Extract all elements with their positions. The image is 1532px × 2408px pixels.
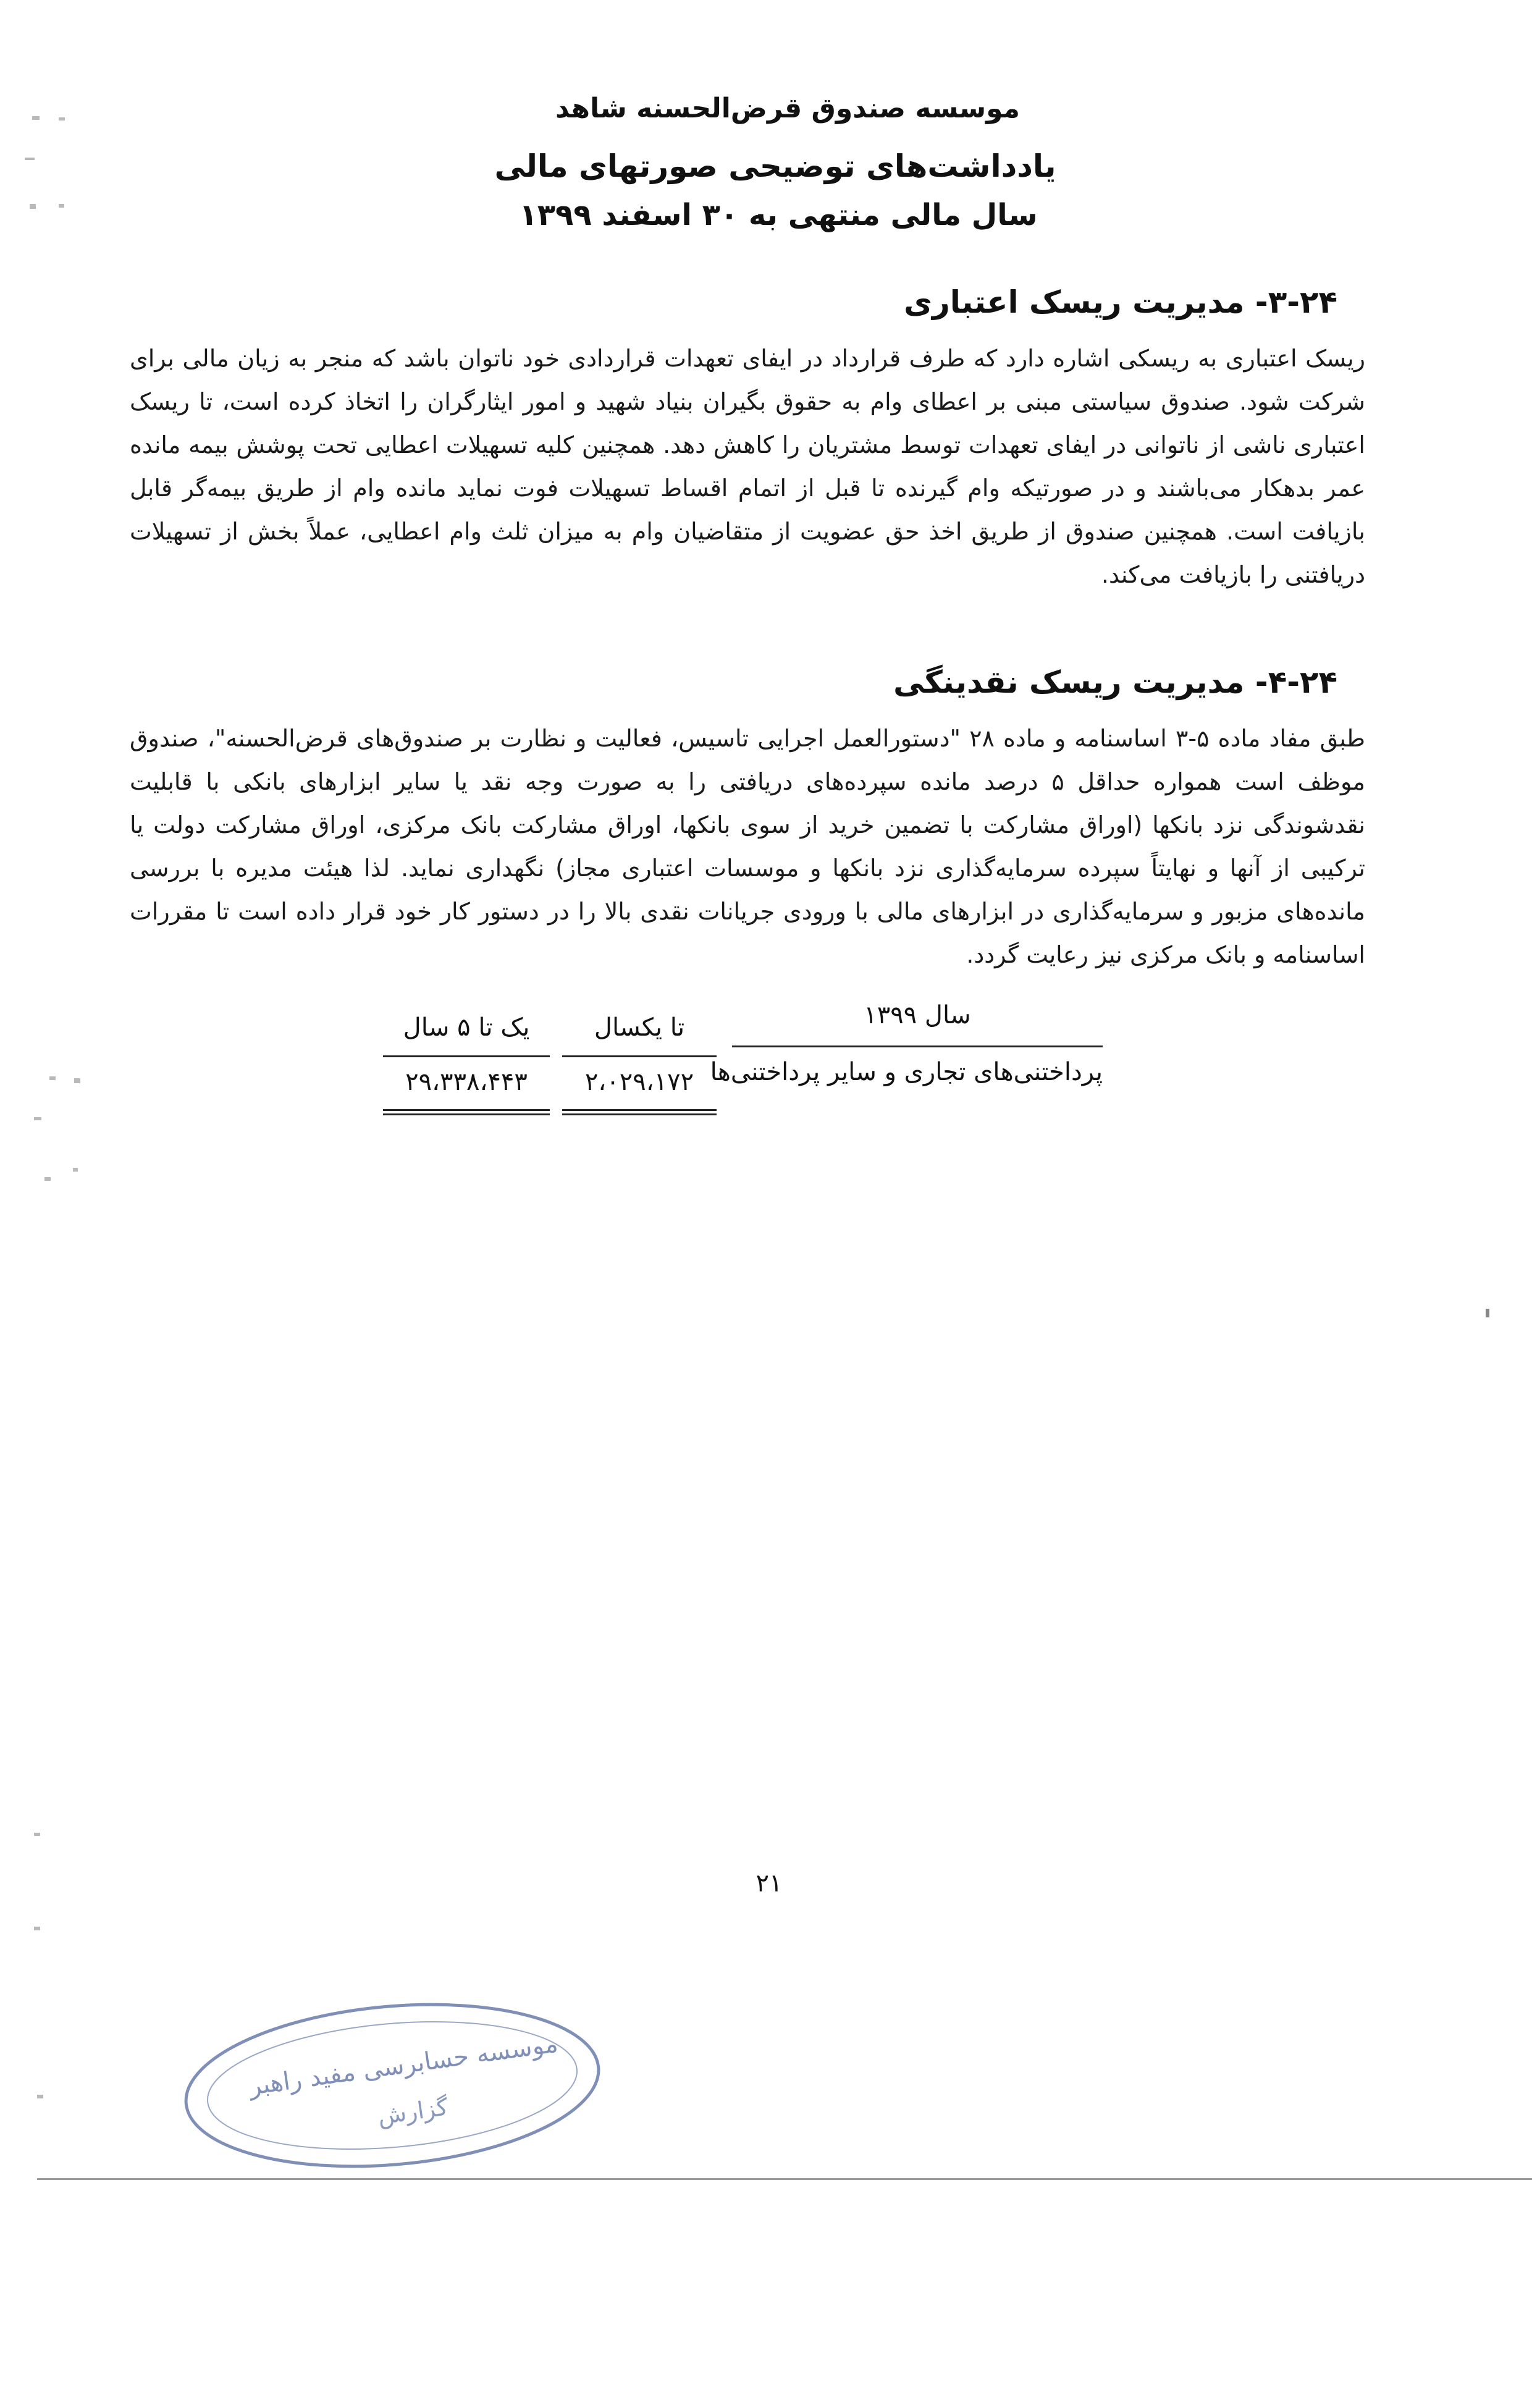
- table-cell-one-to-five-years: ۲۹،۳۳۸،۴۴۳: [405, 1068, 528, 1096]
- table-header-rule-one-to-five: [383, 1055, 550, 1057]
- table-header-rule-year: [732, 1046, 1103, 1047]
- stamp-text-firm: موسسه حسابرسی مفید راهبر: [247, 2029, 560, 2101]
- stamp-text-report: گزارش: [376, 2093, 450, 2130]
- table-total-rule-one-to-five: [383, 1109, 550, 1115]
- table-header-one-to-five-years: یک تا ۵ سال: [403, 1013, 530, 1042]
- table-cell-up-to-one-year: ۲،۰۲۹،۱۷۲: [584, 1068, 694, 1096]
- audit-stamp: [176, 1996, 608, 2175]
- fiscal-period: سال مالی منتهی به ۳۰ اسفند ۱۳۹۹: [519, 198, 1038, 232]
- page-number: ۲۱: [755, 1869, 783, 1898]
- organization-name: موسسه صندوق قرض‌الحسنه شاهد: [555, 93, 1020, 124]
- table-total-rule-one-year: [562, 1109, 717, 1115]
- section-body-credit-risk: ریسک اعتباری به ریسکی اشاره دارد که طرف قرارداد در ایفای تعهدات قراردادی خود ناتوان باشد که منجر به زیان مالی برای شرکت شود. صندوق سیاستی مبنی بر اعطای وام به حقوق بگیران بنیاد شهید و امور ایثارگران را اتخاذ کرده است، تا ریسک اعتباری ناشی از ناتوانی در ایفای تعهدات توسط مشتریان را کاهش دهد. همچنین کلیه تسهیلات اعطایی تحت پوشش بیمه مانده عمر بدهکار می‌باشند و در صورتیکه وام گیرنده تا قبل از اتمام اقساط تسهیلات فوت نماید مانده وام از طریق بیمه‌گر قابل بازیافت است. همچنین صندوق از طریق اخذ حق عضویت از متقاضیان وام به میزان ثلث وام اعطایی، عملاً بخش از تسهیلات دریافتنی را بازیافت می‌کند.: [130, 345, 1365, 588]
- section-heading-liquidity-risk: ۴-۲۴- مدیریت ریسک نقدینگی: [893, 664, 1337, 700]
- section-heading-credit-risk: ۳-۲۴- مدیریت ریسک اعتباری: [904, 284, 1337, 320]
- document-title: یادداشت‌های توضیحی صورتهای مالی: [494, 148, 1056, 184]
- page-bottom-rule: [37, 2178, 1532, 2180]
- table-header-year: سال ۱۳۹۹: [864, 1001, 971, 1029]
- table-header-rule-one-year: [562, 1055, 717, 1057]
- stamp-outer-ring: [179, 1996, 605, 2175]
- table-header-up-to-one-year: تا یکسال: [594, 1013, 685, 1042]
- table-row-label: پرداختنی‌های تجاری و سایر پرداختنی‌ها: [710, 1058, 1103, 1086]
- section-body-liquidity-risk: طبق مفاد ماده ۵-۳ اساسنامه و ماده ۲۸ "دستورالعمل اجرایی تاسیس، فعالیت و نظارت بر صندوق‌های قرض‌الحسنه"، صندوق موظف است همواره حداقل ۵ درصد مانده سپرده‌های دریافتی را به صورت وجه نقد یا سایر ابزارهای بانکی با قابلیت نقدشوندگی نزد بانکها (اوراق مشارکت با تضمین خرید از سوی بانکها، اوراق مشارکت بانک مرکزی، اوراق مشارکت دولت یا ترکیبی از آنها و نهایتاً سپرده سرمایه‌گذاری نزد بانکها و موسسات اعتباری مجاز) نگهداری نماید. لذا هیئت مدیره با بررسی مانده‌های مزبور و سرمایه‌گذاری در ابزارهای مالی با ورودی جریانات نقدی بالا را در دستور کار خود قرار داده است تا مقررات اساسنامه و بانک مرکزی نیز رعایت گردد.: [130, 725, 1365, 968]
